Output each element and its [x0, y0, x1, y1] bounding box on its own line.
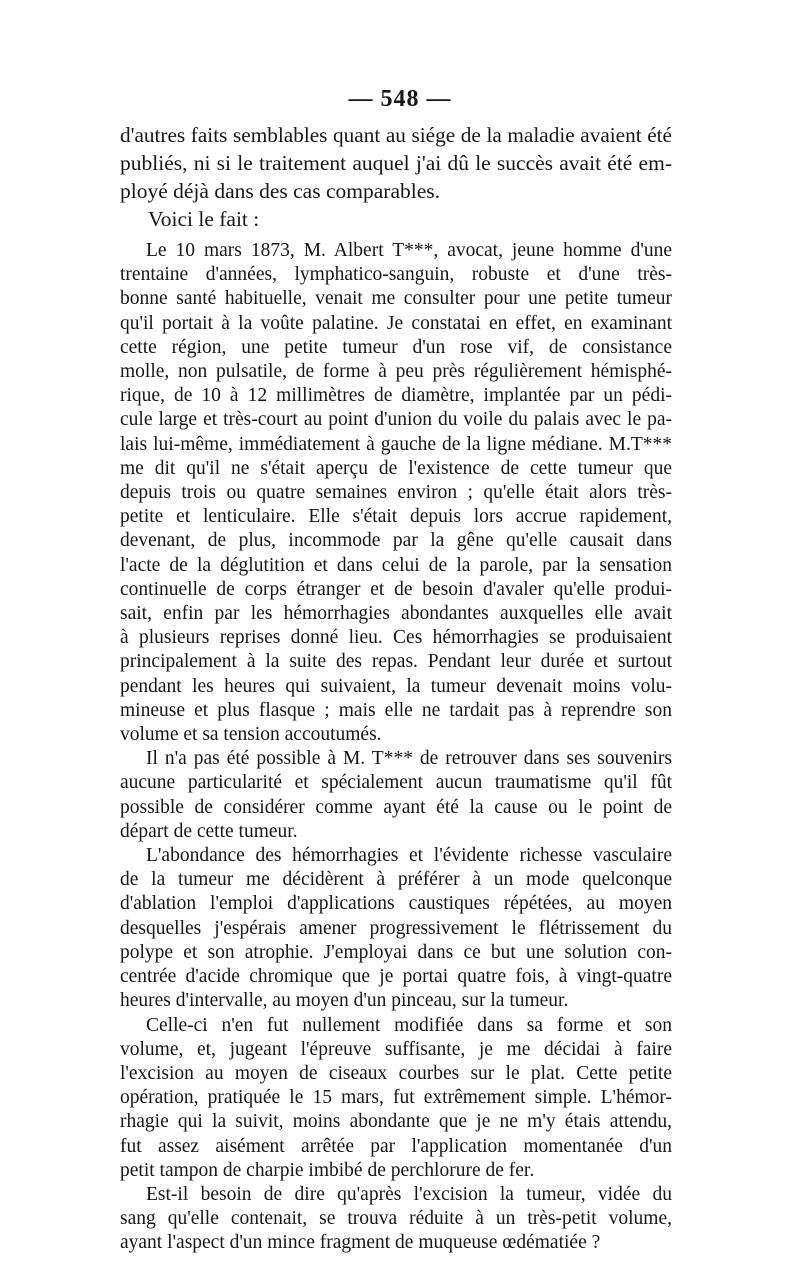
page-number: — 548 — — [348, 86, 452, 112]
text-line: aucune particularité et spécialement aucun traumatisme qu'il fût — [120, 772, 672, 794]
text-line: d'ablation l'emploi d'applications caustiques répétées, au moyen — [120, 893, 672, 915]
text-line: sait, enfin par les hémorrhagies abondantes auxquelles elle avait — [120, 603, 672, 625]
text-line: Voici le fait : — [148, 207, 260, 231]
text-line: publiés, ni si le traitement auquel j'ai dû le succès avait été em- — [120, 151, 672, 175]
case-report-body — [120, 239, 672, 1256]
text-line: polype et son atrophie. J'employai dans ce but une solution con- — [120, 941, 672, 963]
text-line: trentaine d'années, lymphatico-sanguin, robuste et d'une très- — [120, 264, 672, 286]
text-line: ayant l'aspect d'un mince fragment de muqueuse œdématiée ? — [120, 1232, 601, 1254]
text-line: rhagie qui la suivit, moins abondante que je ne m'y étais attendu, — [120, 1111, 672, 1133]
text-line: Le 10 mars 1873, M. Albert T***, avocat, jeune homme d'une — [146, 240, 672, 261]
text-line: sang qu'elle contenait, se trouva réduite à un très-petit volume, — [120, 1208, 672, 1230]
text-line: Celle-ci n'en fut nullement modifiée dans sa forme et son — [146, 1014, 672, 1036]
text-line: me dit qu'il ne s'était aperçu de l'existence de cette tumeur que — [120, 457, 672, 479]
text-line: à plusieurs reprises donné lieu. Ces hémorrhagies se produisaient — [120, 627, 672, 649]
text-line: depuis trois ou quatre semaines environ ; qu'elle était alors très- — [120, 482, 672, 504]
text-line: desquelles j'espérais amener progressivement le flétrissement du — [120, 917, 672, 939]
text-line: lais lui-même, immédiatement à gauche de la ligne médiane. M.T*** — [120, 433, 672, 455]
text-line: fut assez aisément arrêtée par l'application momentanée d'un — [120, 1135, 672, 1157]
text-line: petite et lenticulaire. Elle s'était depuis lors accrue rapidement, — [120, 506, 672, 528]
text-line: l'acte de la déglutition et dans celui de la parole, par la sensation — [120, 554, 672, 576]
text-line: pendant les heures qui suivaient, la tumeur devenait moins volu- — [120, 675, 672, 697]
text-line: l'excision au moyen de ciseaux courbes sur le plat. Cette petite — [120, 1062, 672, 1084]
text-line: Il n'a pas été possible à M. T*** de retrouver dans ses souvenirs — [146, 748, 672, 770]
text-line: d'autres faits semblables quant au siége de la maladie avaient été — [120, 123, 672, 147]
text-line: L'abondance des hémorrhagies et l'évidente richesse vasculaire — [146, 845, 672, 867]
text-line: devenant, de plus, incommode par la gêne qu'elle causait dans — [120, 530, 672, 552]
text-line: principalement à la suite des repas. Pendant leur durée et surtout — [120, 651, 672, 673]
text-line: possible de considérer comme ayant été la cause ou le point de — [120, 796, 672, 818]
text-line: mineuse et plus flasque ; mais elle ne tardait pas à reprendre son — [120, 699, 672, 721]
text-line: opération, pratiquée le 15 mars, fut extrêmement simple. L'hémor- — [120, 1087, 672, 1109]
text-line: rique, de 10 à 12 millimètres de diamètre, implantée par un pédi- — [120, 385, 672, 407]
text-line: Est-il besoin de dire qu'après l'excision la tumeur, vidée du — [146, 1183, 672, 1205]
text-line: centrée d'acide chromique que je portai quatre fois, à vingt-quatre — [120, 966, 672, 988]
text-line: de la tumeur me décidèrent à préférer à un mode quelconque — [120, 869, 672, 891]
text-line: cule large et très-court au point d'union du voile du palais avec le pa- — [120, 409, 672, 431]
text-line: heures d'intervalle, au moyen d'un pinceau, sur la tumeur. — [120, 990, 569, 1012]
text-line: volume, et, jugeant l'épreuve suffisante, je me décidai à faire — [120, 1038, 672, 1060]
text-line: continuelle de corps étranger et de besoin d'avaler qu'elle produi- — [120, 578, 672, 600]
text-line: départ de cette tumeur. — [120, 820, 298, 842]
text-line: qu'il portait à la voûte palatine. Je constatai en effet, en examinant — [120, 312, 672, 334]
text-line: petit tampon de charpie imbibé de perchlorure de fer. — [120, 1159, 535, 1181]
text-line: ployé déjà dans des cas comparables. — [120, 179, 440, 203]
text-line: molle, non pulsatile, de forme à peu près régulièrement hémisphé- — [120, 361, 672, 383]
text-line: bonne santé habituelle, venait me consulter pour une petite tumeur — [120, 288, 672, 310]
intro-paragraphs — [120, 121, 672, 233]
text-line: volume et sa tension accoutumés. — [120, 724, 382, 746]
text-line: cette région, une petite tumeur d'un rose vif, de consistance — [120, 336, 672, 358]
